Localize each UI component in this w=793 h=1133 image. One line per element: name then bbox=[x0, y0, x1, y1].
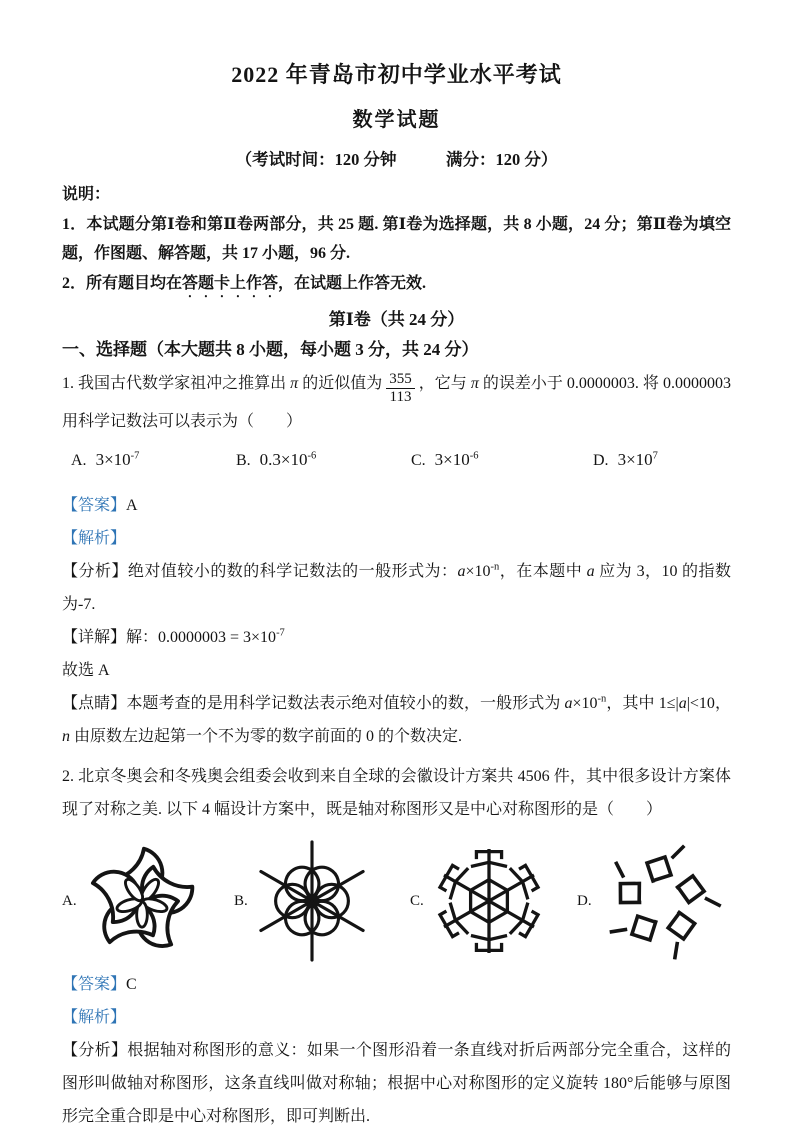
part-title: 一、选择题（本大题共 8 小题，每小题 3 分，共 24 分） bbox=[62, 339, 479, 359]
q2-option-b bbox=[234, 836, 410, 966]
q1-option-a-label: A. bbox=[71, 452, 87, 470]
section-title: 第Ⅰ卷（共 24 分） bbox=[328, 309, 465, 329]
note-1: 1．本试题分第Ⅰ卷和第Ⅱ卷两部分，共 25 题. 第Ⅰ卷为选择题，共 8 小题，24 分；第Ⅱ卷为填空题，作图题、解答题，共 17 小题，96 分. bbox=[62, 215, 731, 262]
q1-option-a bbox=[71, 445, 236, 476]
q1-option-d-label: D. bbox=[593, 452, 609, 470]
doc-title: 2022 年青岛市初中学业水平考试 bbox=[231, 62, 562, 87]
q2-option-b-label: B. bbox=[234, 892, 248, 909]
hexagonal-snowflake-web-emblem-icon bbox=[429, 840, 549, 962]
q1-option-b-label: B. bbox=[236, 452, 251, 470]
q2-option-d-label: D. bbox=[577, 892, 592, 909]
q1-answer-line: 【答案】A bbox=[62, 497, 138, 515]
q2-option-a-label: A. bbox=[62, 892, 77, 909]
q1-option-d bbox=[593, 445, 731, 476]
q1-option-a-value: $3\times 10^{-7}$ bbox=[95, 450, 140, 470]
note-2: 2．所有题目均在答题卡上作答，在试题上作答无效. bbox=[62, 274, 427, 292]
q1-conclusion-line: 故选 A bbox=[62, 662, 110, 680]
q1-fenxi-line: 【分析】绝对值较小的数的科学记数法的一般形式为：$a\times 10^{-n}$，在本题中 a 应为 3，10 的指数为-7. bbox=[62, 561, 731, 614]
question-2-options bbox=[62, 836, 731, 966]
q1-dianjing-line: 【点睛】本题考查的是用科学记数法表示绝对值较小的数，一般形式为 $a\times 10^{-n}$，其中 1≤|a|<10，n 由原数左边起第一个不为零的数字前面的 0 的个数决定. bbox=[62, 693, 731, 746]
q1-option-c-value: $3\times 10^{-6}$ bbox=[434, 450, 479, 470]
q1-option-b bbox=[236, 445, 411, 476]
crescent-pinwheel-emblem-icon bbox=[82, 838, 202, 964]
q1-jiexi-line: 【解析】 bbox=[62, 530, 127, 548]
question-2-stem: 2. 北京冬奥会和冬残奥会组委会收到来自全球的会徽设计方案共 4506 件，其中很多设计方案体现了对称之美. 以下 4 幅设计方案中，既是轴对称图形又是中心对称图形的是（ ） bbox=[62, 768, 731, 819]
q2-answer-line: 【答案】C bbox=[62, 976, 137, 994]
circle-snowflake-emblem-icon bbox=[253, 836, 371, 966]
q1-option-c-label: C. bbox=[411, 452, 426, 470]
q1-xiangjie-line: 【详解】解：$0.0000003 = 3\times 10^{-7}$ bbox=[62, 627, 285, 647]
exam-time-score-meta: （考试时间：120 分钟 满分：120 分） bbox=[235, 150, 558, 169]
scattered-squares-emblem-icon bbox=[597, 839, 725, 963]
q2-jiexi-line: 【解析】 bbox=[62, 1009, 127, 1027]
question-1-options bbox=[62, 445, 731, 476]
question-1-stem: 1. 我国古代数学家祖冲之推算出 π 的近似值为 $\frac{355}{113}$ ，它与 π 的误差小于 0.0000003. 将 0.0000003 用科学记数法可以表示为（ ） bbox=[62, 370, 731, 431]
q2-option-c bbox=[410, 840, 577, 962]
q2-fenxi-line: 【分析】根据轴对称图形的意义：如果一个图形沿着一条直线对折后两部分完全重合，这样的图形叫做轴对称图形，这条直线叫做对称轴；根据中心对称图形的定义旋转 180°后能够与原图形完全重合即是中心对称图形，即可判断出. bbox=[62, 1042, 731, 1126]
exam-notes bbox=[62, 180, 731, 301]
q2-option-c-label: C. bbox=[410, 892, 424, 909]
q1-option-c bbox=[411, 445, 593, 476]
q1-option-b-value: $0.3\times 10^{-6}$ bbox=[259, 450, 317, 470]
q2-option-a bbox=[62, 838, 234, 964]
notes-label: 说明： bbox=[62, 186, 111, 203]
doc-subtitle: 数学试题 bbox=[352, 109, 441, 131]
q2-option-d bbox=[577, 839, 731, 963]
q1-option-d-value: $3\times 10^7$ bbox=[617, 450, 658, 470]
